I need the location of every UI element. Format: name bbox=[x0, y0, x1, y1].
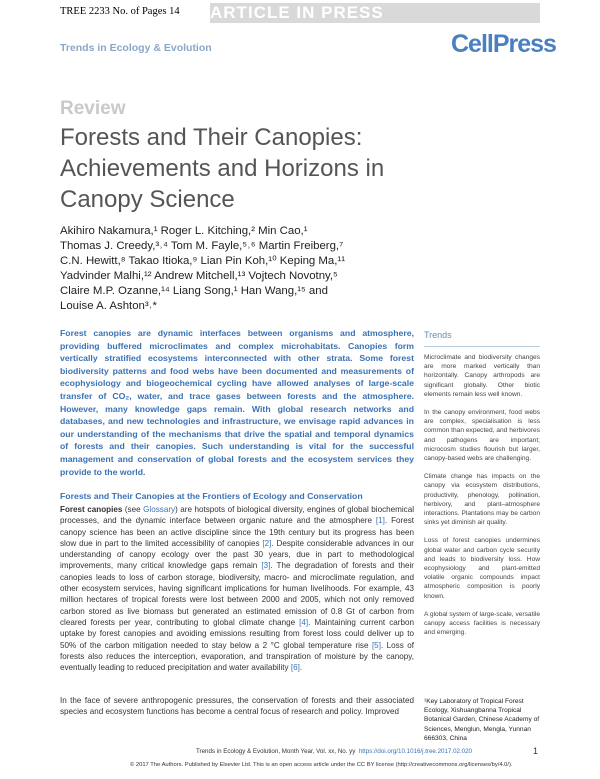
reference-link-2[interactable]: [2] bbox=[262, 538, 272, 548]
cellpress-logo: CellPress bbox=[451, 30, 556, 58]
trend-item: Microclimate and biodiversity changes are more marked vertically than horizontally. Canopy arthropods are significant globally. Other biotic elements remain less well known. bbox=[424, 354, 540, 398]
trend-item: A global system of large-scale, versatile canopy access facilities is necessary and emerging. bbox=[424, 610, 540, 637]
lead-term: Forest canopies bbox=[60, 505, 123, 514]
reference-link-6[interactable]: [6] bbox=[290, 663, 300, 673]
article-in-press-banner: ARTICLE IN PRESS bbox=[210, 3, 540, 23]
title-line: Canopy Science bbox=[60, 186, 235, 213]
body-paragraph-2: In the face of severe anthropogenic pressures, the conservation of forests and their associated species and ecosystem functions has become a central focus of research and policy. Improved bbox=[60, 696, 414, 717]
author-line: Thomas J. Creedy,³˒⁴ Tom M. Fayle,⁵˒⁶ Martin Freiberg,⁷ bbox=[60, 240, 344, 252]
reference-link-4[interactable]: [4] bbox=[299, 617, 309, 627]
top-header-bar bbox=[60, 3, 540, 22]
manuscript-code: TREE 2233 No. of Pages 14 bbox=[60, 6, 180, 17]
reference-link-5[interactable]: [5] bbox=[371, 640, 381, 650]
citation-text: Trends in Ecology & Evolution, Month Year, Vol. xx, No. yy bbox=[196, 748, 356, 755]
author-line: Louise A. Ashton³˒* bbox=[60, 300, 157, 312]
divider bbox=[424, 346, 540, 347]
text-run: . Forest canopy science has been an active discipline since the 19th century but its progress has been slow due in part to the limited accessibility of canopies bbox=[60, 516, 415, 548]
trend-item: In the canopy environment, food webs are complex, specialisation is less common than expected, and herbivores and pathogens are important; microcosm studies flourish but larger, canopy-based webs are challenging. bbox=[424, 409, 540, 463]
title-line: Forests and Their Canopies: bbox=[60, 124, 363, 151]
author-line: C.N. Hewitt,⁸ Takao Itioka,⁹ Lian Pin Koh,¹⁰ Keping Ma,¹¹ bbox=[60, 255, 346, 267]
page-number: 1 bbox=[533, 746, 539, 756]
author-line: Akihiro Nakamura,¹ Roger L. Kitching,² Min Cao,¹ bbox=[60, 225, 308, 237]
glossary-link[interactable]: Glossary bbox=[143, 505, 176, 514]
author-list bbox=[60, 224, 390, 314]
abstract: Forest canopies are dynamic interfaces between organisms and atmosphere, providing buffered microclimates and complex microhabitats. Canopies form vertically stratified ecosystems interconnected with other strata. Some forest biodiversity patterns and food webs have been documented and measurements of ecophysiology and biogeochemical cycling have allowed analyses of large-scale transfer of CO₂, water, and trace gases between forests and the atmosphere. However, many knowledge gaps remain. With global research networks and databases, and new technologies and infrastructure, we envisage rapid advances in our understanding of the mechanisms that drive the spatial and temporal dynamics of forests and their canopies. Such understanding is vital for the successful management and conservation of global forests and the ecosystem services they provide to the world. bbox=[60, 328, 414, 477]
trends-sidebar bbox=[424, 330, 540, 646]
section-heading: Forests and Their Canopies at the Frontiers of Ecology and Conservation bbox=[60, 491, 363, 501]
trends-heading: Trends bbox=[424, 330, 452, 340]
text-run: (see bbox=[122, 505, 144, 514]
author-line: Yadvinder Malhi,¹² Andrew Mitchell,¹³ Vojtech Novotny,⁵ bbox=[60, 270, 338, 282]
text-run: . bbox=[299, 663, 303, 673]
text-run: . Despite considerable advances in our understanding of canopy ecology over the past 30 years, due in part to methodological improvements, many critical knowledge gaps remain bbox=[60, 538, 414, 571]
article-title bbox=[60, 122, 440, 215]
journal-name: Trends in Ecology & Evolution bbox=[60, 42, 212, 54]
text-run: ) are hotspots of biological diversity, engines of global biochemical processes, and the dynamic interface between organic nature and the atmosphere bbox=[60, 505, 415, 526]
reference-link-1[interactable]: [1] bbox=[375, 516, 385, 526]
body-paragraph-1 bbox=[60, 504, 414, 673]
license-text: © 2017 The Authors. Published by Elsevier Ltd. This is an open access article under the CC BY license (http://creativecommons.org/licenses/by/4.0/). bbox=[130, 762, 513, 768]
title-line: Achievements and Horizons in bbox=[60, 155, 385, 182]
footer-citation bbox=[196, 748, 472, 755]
affiliation-note: ¹Key Laboratory of Tropical Forest Ecology, Xishuangbanna Tropical Botanical Garden, Chinese Academy of Sciences, Menglun, Mengla, Yunnan 666303, China bbox=[424, 698, 540, 742]
reference-link-3[interactable]: [3] bbox=[261, 561, 271, 571]
text-run: . Loss of forests also reduces the interception, evaporation, and transpiration of moisture by the canopy, eventually leading to reduced precipitation and water availability bbox=[60, 640, 414, 673]
doi-link[interactable]: https://doi.org/10.1016/j.tree.2017.02.020 bbox=[358, 748, 472, 755]
section-label: Review bbox=[60, 98, 126, 119]
text-run: . Maintaining current carbon uptake by forest canopies and avoiding emissions resulting from forest loss could deliver up to 50% of the carbon mitigation needed to stay below a 2 °C global temperature rise bbox=[60, 617, 414, 650]
author-line: Claire M.P. Ozanne,¹⁴ Liang Song,¹ Han Wang,¹⁵ and bbox=[60, 285, 328, 297]
trend-item: Loss of forest canopies undermines global water and carbon cycle security and leads to biodiversity loss. How ecophysiology and plant-emitted volatile organic compounds impact atmospheric composition is poorly known. bbox=[424, 537, 540, 600]
text-run: . The degradation of forests and their canopies leads to loss of carbon storage, biodiversity, macro- and microclimate regulation, and other ecosystem services, having significant implications for human livelihoods. For example, 43 million hectares of tropical forests were lost between 2000 and 2005, which not only removed carbon stored as live biomass but generated an estimated emission of 0.8 Gt of carbon from cleared forests per year, contributing to global climate change bbox=[60, 561, 414, 627]
trend-item: Climate change has impacts on the canopy via ecosystem distributions, productivity, phenology, pollination, herbivory, and plant–atmosphere interactions. Plantations may be carbon sinks yet diminish air quality. bbox=[424, 473, 540, 527]
